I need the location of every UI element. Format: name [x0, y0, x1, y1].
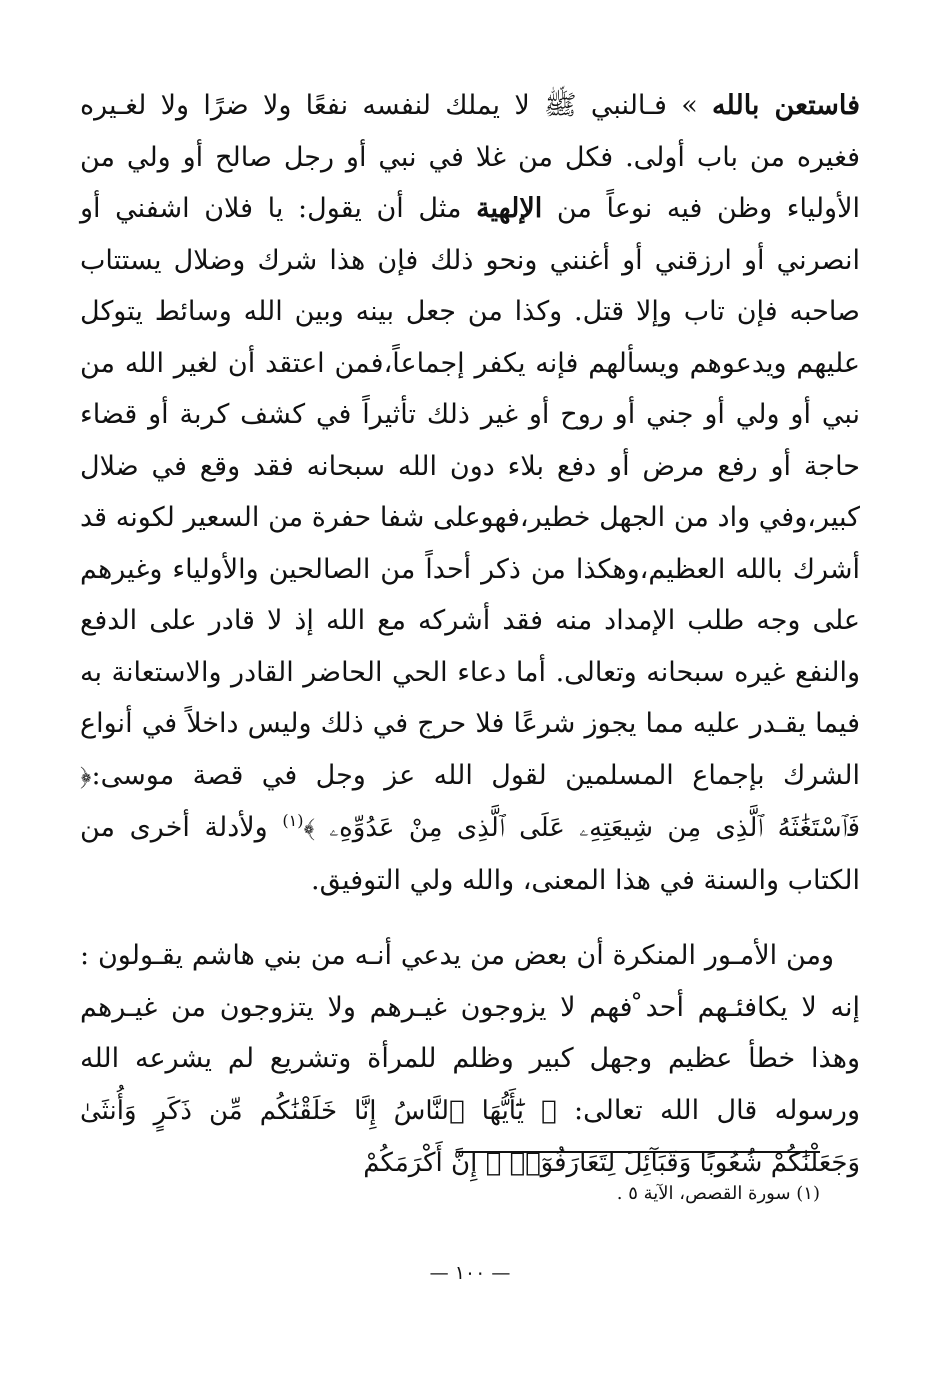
paragraph-1	[80, 80, 860, 906]
page-number: — ١٠٠ —	[429, 1262, 511, 1284]
footnote-divider	[456, 1151, 820, 1153]
footnote: (١) سورة القصص، الآية ٥ .	[616, 1183, 820, 1204]
footnote-reference: (١)	[282, 811, 304, 830]
main-text	[80, 80, 860, 1190]
quran-verse-1: ﴿ فَٱسْتَغَٰثَهُ ٱلَّذِى مِن شِيعَتِهِۦ عَلَى ٱلَّذِى مِنْ عَدُوِّهِۦ ﴾	[80, 760, 860, 843]
paragraph-2-text: ومن الأمـور المنكرة أن بعض من يدعي أنـه من بني هاشم يقـولون : إنه لا يكافئـهم أحد ْفهم لا يزوجون غيـرهم ولا يتزوجون من غيـرهم وهذا خطأ عظيم وجهل كبير وظلم للمرأة وتشريع لم يشرعه الله ورسوله قال الله تعالى:	[80, 940, 861, 1126]
paragraph-1-segment-2: مثل أن يقول: يا فلان اشفني أو انصرني أو ارزقني أو أغنني ونحو ذلك فإن هذا شرك وضلال يستتاب صاحبه فإن تاب وإلا قتل. وكذا من جعل بينه وبين الله وسائط يتوكل عليهم ويدعوهم ويسألهم فإنه يكفر إجماعاً،فمن اعتقد أن لغير الله من نبي أو ولي أو جني أو روح أو غير ذلك تأثيراً في كشف كربة أو قضاء حاجة أو رفع مرض أو دفع بلاء دون الله سبحانه فقد وقع في ضلال كبير،وفي واد من الجهل خطير،فهوعلى شفا حفرة من السعير لكونه قد أشرك بالله العظيم،وهكذا من ذكر أحداً من الصالحين والأولياء وغيرهم على وجه طلب الإمداد منه فقد أشركه مع الله إذ لا قادر على الدفع والنفع غيره سبحانه وتعالى. أما دعاء الحي الحاضر القادر والاستعانة به فيما يقـدر عليه مما يجوز شرعًا فلا حرج في ذلك وليس داخلاً في أنواع الشرك بإجماع المسلمين لقول الله عز وجل في قصة موسى:	[80, 193, 861, 791]
lead-phrase: فاستعن بالله	[712, 90, 861, 121]
paragraph-1-segment-1: » فـالنبي ﷺ لا يملك لنفسه نفعًا ولا ضرًا ولا لغـيره فغيره من باب أولى. فكل من غلا في نبي أو رجل صالح أو ولي من الأولياء وظن فيه نوعاً من	[80, 90, 860, 224]
quran-verse-2: ﴿ يَٰٓأَيُّهَا ٱلنَّاسُ إِنَّا خَلَقْنَٰكُم مِّن ذَكَرٍ وَأُنثَىٰ وَجَعَلْنَٰكُمْ شُعُوبًا وَقَبَآئِلَ لِتَعَارَفُوٓا۟ ۚ إِنَّ أَكْرَمَكُمْ	[80, 1095, 860, 1178]
bold-word: الإلهية	[476, 193, 543, 224]
paragraph-1-segment-3: ولأدلة أخرى من الكتاب والسنة في هذا المعنى، والله ولي التوفيق.	[80, 812, 860, 896]
